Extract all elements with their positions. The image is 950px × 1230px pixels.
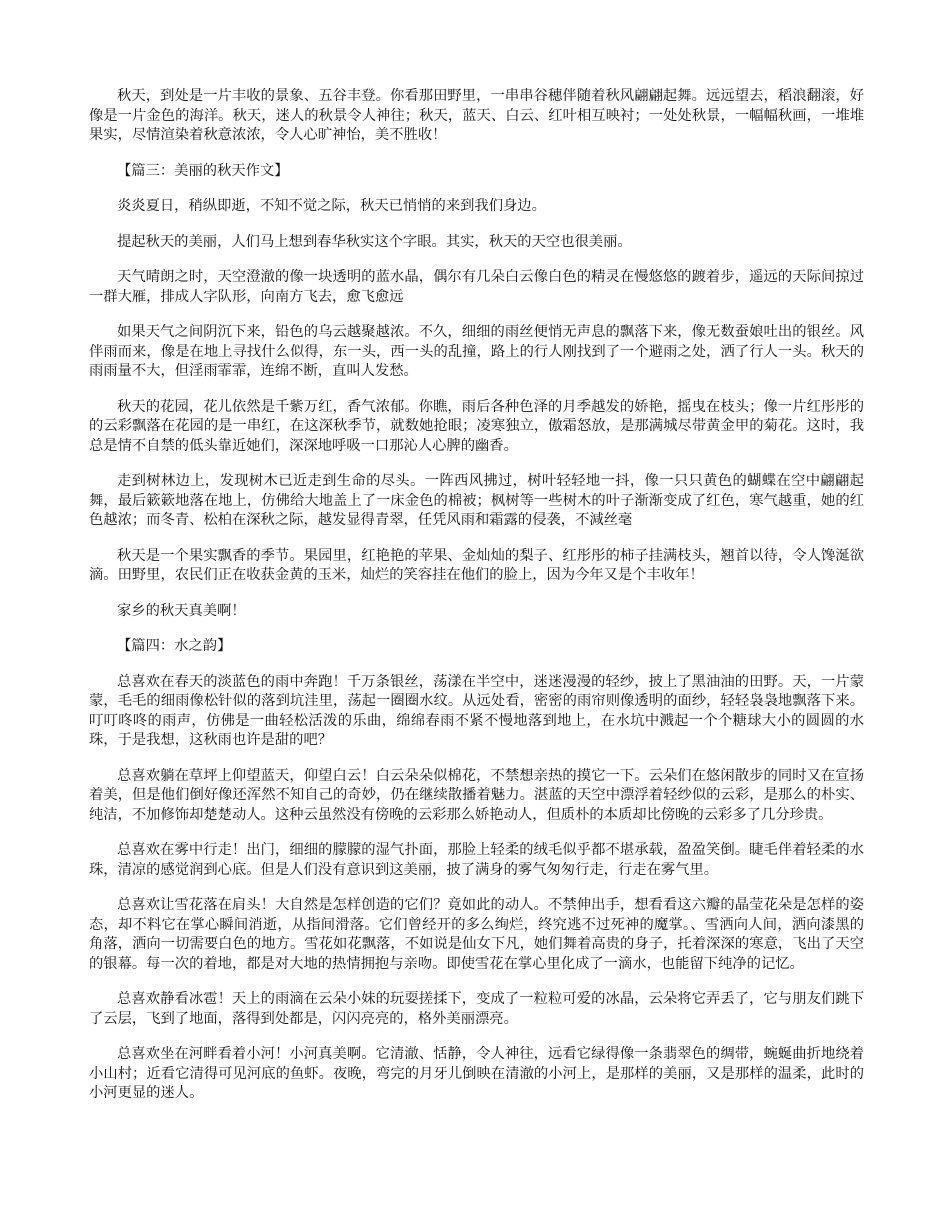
paragraph: 总喜欢让雪花落在肩头！大自然是怎样创造的它们？竟如此的动人。不禁伸出手，想看看这六瓣的晶莹花朵是怎样的姿态，却不料它在掌心瞬间消逝，从指间滑落。它们曾经开的多么绚烂，终究逃不过死神的魔掌。、雪洒向人间，洒向漆黑的角落，洒向一切需要白色的地方。雪花如花飘落，不如说是仙女下凡，她们舞着高贵的身子，托着深深的寒意，飞出了天空的银幕。每一次的着地，都是对大地的热情拥抱与亲吻。即使雪花在掌心里化成了一滴水，也能留下纯净的记忆。 <box>89 897 864 972</box>
paragraph: 炎炎夏日，稍纵即逝，不知不觉之际，秋天已悄悄的来到我们身边。 <box>117 198 546 214</box>
paragraph: 总喜欢坐在河畔看着小河！小河真美啊。它清澈、恬静，令人神往，远看它绿得像一条翡翠色的绸带，蜿蜒曲折地绕着小山村；近看它清得可见河底的鱼虾。夜晚，弯完的月牙儿倒映在清澈的小河上，是那样的美丽，又是那样的温柔，此时的小河更显的迷人。 <box>89 1046 864 1101</box>
paragraph: 秋天的花园，花儿依然是千紫万红，香气浓郁。你瞧，雨后各种色泽的月季越发的娇艳，摇曳在枝头；像一片红彤彤的的云彩飘落在花园的是一串红，在这深秋季节，就数她抢眼；凌寒独立，傲霜怒放，是那满城尽带黄金甲的菊花。这时，我总是情不自禁的低头靠近她们，深深地呼吸一口那沁人心脾的幽香。 <box>89 398 864 454</box>
paragraph: 总喜欢躺在草坪上仰望蓝天，仰望白云！白云朵朵似棉花，不禁想亲热的摸它一下。云朵们在悠闲散步的同时又在宣扬着美，但是他们倒好像还浑然不知自己的奇妙，仍在继续散播着魅力。湛蓝的天空中漂浮着轻纱似的云彩，是那么的朴实、纯洁，不加修饰却楚楚动人。这种云虽然没有傍晚的云彩那么娇艳动人，但质朴的本质却比傍晚的云彩多了几分珍贵。 <box>89 767 864 823</box>
paragraph: 总喜欢在雾中行走！出门，细细的朦朦的湿气扑面，那脸上轻柔的绒毛似乎都不堪承载，盈盈笑倒。睫毛伴着轻柔的水珠，清凉的感觉润到心底。但是人们没有意识到这美丽，披了满身的雾气匆匆行走，行走在雾气里。 <box>89 842 864 878</box>
section-heading: 【篇四：水之韵】 <box>117 638 232 654</box>
paragraph: 家乡的秋天真美啊！ <box>117 602 246 619</box>
paragraph: 秋天，到处是一片丰收的景象、五谷丰登。你看那田野里，一串串谷穗伴随着秋风翩翩起舞。远远望去，稻浪翻滚，好像是一片金色的海洋。秋天，迷人的秋景令人神往；秋天，蓝天、白云、红叶相互映衬；一处处秋景，一幅幅秋画，一堆堆果实，尽情渲染着秋意浓浓，令人心旷神怡，美不胜收！ <box>89 88 864 143</box>
paragraph: 走到树林边上，发现树木已近走到生命的尽头。一阵西风拂过，树叶轻轻地一抖，像一只只黄色的蝴蝶在空中翩翩起舞，最后簌簌地落在地上，仿佛给大地盖上了一床金色的棉被；枫树等一些树木的叶子渐渐变成了红色，寒气越重，她的红色越浓；而冬青、松柏在深秋之际，越发显得青翠，任凭风雨和霜露的侵袭，不減丝毫 <box>89 473 864 528</box>
paragraph: 天气晴朗之时，天空澄澈的像一块透明的蓝水晶，偶尔有几朵白云像白色的精灵在慢悠悠的踱着步，遥远的天际间掠过一群大雁，排成人字队形，向南方飞去，愈飞愈远 <box>89 269 864 305</box>
paragraph: 秋天是一个果实飘香的季节。果园里，红艳艳的苹果、金灿灿的梨子、红彤彤的柿子挂满枝头，翘首以待，令人馋涎欲滴。田野里，农民们正在收获金黄的玉米，灿烂的笑容挂在他们的脸上，因为今年又是个丰收年！ <box>89 547 864 583</box>
paragraph: 总喜欢在春天的淡蓝色的雨中奔跑！千万条银丝，荡漾在半空中，迷迷漫漫的轻纱，披上了黑油油的田野。天，一片蒙蒙，毛毛的细雨像松针似的落到坑洼里，荡起一圈圈水纹。从远处看，密密的雨帘则像透明的面纱，轻轻袅袅地飘落下来。叮叮咚咚的雨声，仿佛是一曲轻松活泼的乐曲，绵绵春雨不紧不慢地落到地上，在水坑中溅起一个个糖球大小的圆圆的水珠，于是我想，这秋雨也许是甜的吧？ <box>89 673 864 748</box>
paragraph: 如果天气之间阴沉下来，铅色的乌云越聚越浓。不久，细细的雨丝便悄无声息的飘落下来，像无数蚕娘吐出的银丝。风伴雨而来，像是在地上寻找什么似得，东一头，西一头的乱撞，路上的行人刚找到了一个避雨之处，洒了行人一头。秋天的雨雨量不大，但淫雨霏霏，连绵不断，直叫人发愁。 <box>89 324 864 379</box>
document-page <box>89 87 864 1120</box>
paragraph: 提起秋天的美丽，人们马上想到春华秋实这个字眼。其实，秋天的天空也很美丽。 <box>117 233 632 250</box>
section-heading: 【篇三：美丽的秋天作文】 <box>117 162 289 179</box>
paragraph: 总喜欢静看冰雹！天上的雨滴在云朵小妹的玩耍搓揉下，变成了一粒粒可爱的冰晶，云朵将它弄丢了，它与朋友们跳下了云层，飞到了地面，落得到处都是，闪闪亮亮的，格外美丽漂亮。 <box>89 991 864 1027</box>
